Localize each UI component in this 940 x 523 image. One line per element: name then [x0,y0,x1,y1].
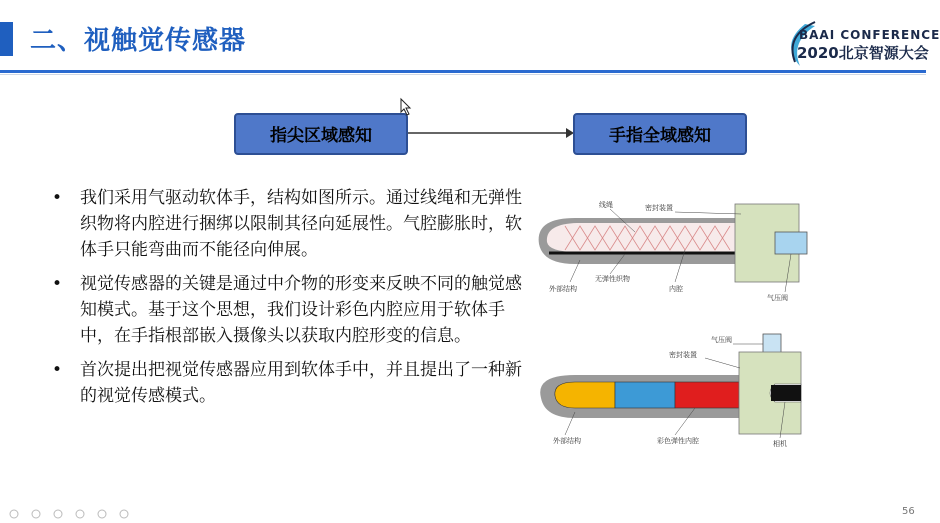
conference-logo [775,14,940,74]
label-valve-2: 气压阀 [711,336,732,344]
label-seal: 密封装置 [645,204,673,212]
bullet-list [52,185,532,417]
label-outer: 外部结构 [549,285,577,293]
zoom-icon[interactable] [98,510,106,518]
label-camera: 相机 [773,440,787,448]
prev-icon[interactable] [10,510,18,518]
bullet-item [52,185,532,263]
page-number: 56 [902,506,915,517]
bullet-item [52,271,532,349]
pen-icon[interactable] [54,510,62,518]
yellow-segment [555,382,615,408]
bullet-marker: • [52,188,63,208]
colored-cavity-diagram [535,330,820,455]
logo-line1: BAAI CONFERENCE [799,28,940,42]
flow-arrow-icon [408,127,574,139]
soft-finger-diagram [535,192,820,307]
red-segment [675,382,739,408]
more-icon[interactable] [120,510,128,518]
bullet-marker: • [52,274,63,294]
logo-line2: 2020北京智源大会 [797,44,929,62]
label-valve: 气压阀 [767,294,788,302]
camera-icon [771,385,801,401]
label-outer-2: 外部结构 [553,437,581,445]
bullet-item [52,357,532,409]
next-icon[interactable] [32,510,40,518]
bullet-text: 首次提出把视觉传感器应用到软体手中，并且提出了一种新的视觉传感模式。 [80,360,522,406]
air-valve [775,232,807,254]
title-accent-bar [0,22,13,56]
label-seal-2: 密封装置 [669,351,697,359]
blue-segment [615,382,675,408]
label-rope: 线绳 [599,201,613,209]
mouse-cursor-icon [400,98,412,116]
flow-box-fingertip: 指尖区域感知 [234,113,408,155]
bullet-text: 视觉传感器的关键是通过中介物的形变来反映不同的触觉感知模式。基于这个思想，我们设计彩色内腔应用于软体手中，在手指根部嵌入摄像头以获取内腔形变的信息。 [80,274,522,346]
label-fabric: 无弹性织物 [595,275,630,283]
flow-box-fullfinger: 手指全域感知 [573,113,747,155]
bullet-text: 我们采用气驱动软体手，结构如图所示。通过线绳和无弹性织物将内腔进行捆绑以限制其径向延展性。气腔膨胀时，软体手只能弯曲而不能径向伸展。 [80,188,522,260]
presentation-toolbar[interactable] [8,508,158,520]
bullet-marker: • [52,360,63,380]
header-divider-shadow [0,74,926,75]
slide-title: 二、视触觉传感器 [30,26,247,56]
slides-icon[interactable] [76,510,84,518]
label-colored-cavity: 彩色弹性内腔 [657,437,699,445]
label-inner: 内腔 [669,285,683,293]
